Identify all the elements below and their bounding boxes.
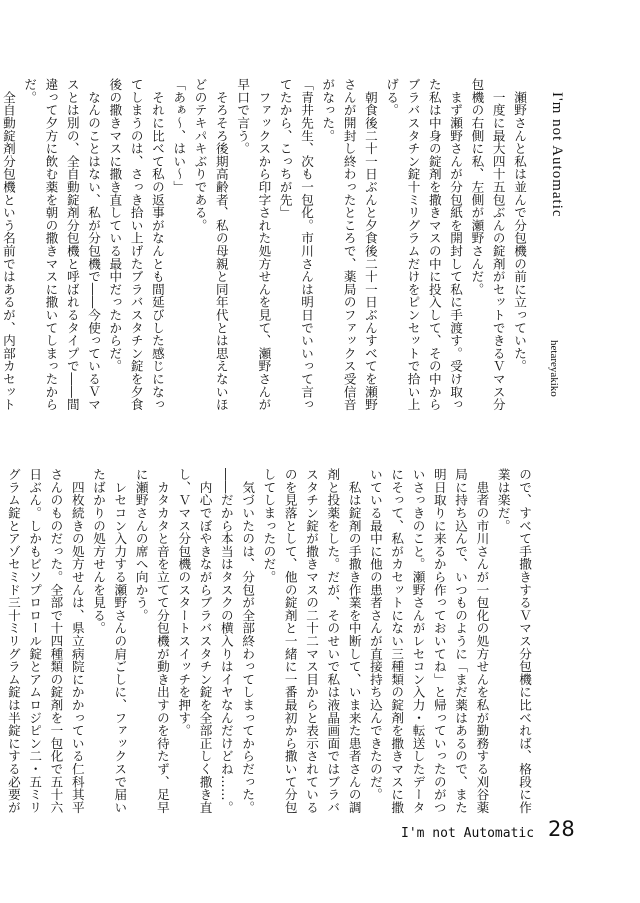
paragraph: 全自動錠剤分包機という名前ではあるが、内部カセット <box>0 90 16 411</box>
paragraph: まず瀬野さんが分包紙を開封して私に手渡す。受け取った私は中身の錠剤を撒きマスの中に投入して、その中からブラバスタチン錠十ミリグラムだけをピンセットで拾い上げる。 <box>384 78 464 411</box>
paragraph: ファックスから印字された処方せんを見て、瀬野さんが早口で言う。 <box>235 78 272 411</box>
paragraph: ので、すべて手撒きするＶマス分包機に比べれば、格段に作業は楽だ。 <box>495 468 532 814</box>
paragraph: そろそろ後期高齢者、私の母親と同年代とは思えないほどのテキパキぶりである。 <box>192 78 229 411</box>
text-block-top <box>0 78 530 423</box>
paragraph: レセコン入力する瀬野さんの肩ごしに、ファックスで届いたばかりの処方せんを見る。 <box>91 468 128 814</box>
paragraph: 朝食後二十一日ぶんと夕食後二十一日ぶんすべてを瀬野さんが開封し終わったところで、薬局のファックス受信音がなった。 <box>320 78 378 411</box>
paragraph: 「あぁ～、はい～」 <box>171 78 187 194</box>
paragraph: 患者の市川さんが一包化の処方せんを私が勤務する刈谷薬局に持ち込んで、いつものように「まだ薬はあるので、また明日取りに来るから作っておいてね」と帰っていったのがついさっきのこと。瀬野さんがレセコン入力・転送したデータにそって、私がカセットにない三種類の錠剤を撒きマスに撒いている最中に他の患者さんが直接持ち込んできたのだ。 <box>367 468 490 814</box>
paragraph: カタカタと音を立てて分包機が動き出すのを待たず、足早に瀬野さんの席へ向かう。 <box>133 468 170 814</box>
paragraph: 内心でぼやきながらブラバスタチン錠を全部正しく撒き直し、Ｖマス分包機のスタートスイッチを押す。 <box>176 468 213 814</box>
page-number: 28 <box>548 817 575 841</box>
paragraph: なんのことはない、私が分包機で――今使っているＶマスとは別の、全自動錠剤分包機と呼ばれるタイプで――間違って夕方に飲む薬を朝の撒きマスに撒いてしまったからだ。 <box>22 78 102 411</box>
running-header-title: I'm not Automatic <box>549 92 565 218</box>
paragraph: 気づいたのは、分包が全部終わってしまってからだった。 <box>240 468 256 814</box>
author-name: hetareyakiko <box>548 340 560 397</box>
paragraph: 瀬野さんと私は並んで分包機の前に立っていた。 <box>512 78 527 373</box>
paragraph: ――だから本当はタスクの横入りはイヤなんだけどね……。 <box>218 468 234 814</box>
footer-running-title: I'm not Automatic <box>401 826 535 841</box>
paragraph: 一度に最大四十五包ぶんの錠剤がセットできるＶマス分包機の右側に私、左側が瀬野さんだ。 <box>469 78 506 411</box>
paragraph: 四枚続きの処方せんは、県立病院にかかっている仁科其平さんのものだった。全部で十四種類の錠剤を一包化で五十六日ぶん。しかもビソプロロール錠とアムロジピン二・五ミリグラム錠とアゾセミド三十ミリグラム錠は半錠にする必要が <box>5 468 85 814</box>
paragraph: 私は錠剤の手撒き作業を中断して、いま来た患者さんの調剤と投薬をした。だが、そのせいで私は液晶画面ではブラバスタチン錠が撒きマスの二十二マス目からと表示されているのを見落として、他の錠剤と一緒に一番最初から撒いて分包してしまったのだ。 <box>261 468 362 814</box>
text-block-bottom <box>5 468 535 816</box>
paragraph: それに比べて私の返事がなんとも間延びした感じになってしまうのは、さっき拾い上げたブラバスタチン錠を夕食後の撒きマスに撒き直している最中だったからだ。 <box>107 78 165 411</box>
paragraph: 「青井先生、次も一包化。市川さんは明日でいいって言ってたから、こっちが先」 <box>277 78 315 411</box>
